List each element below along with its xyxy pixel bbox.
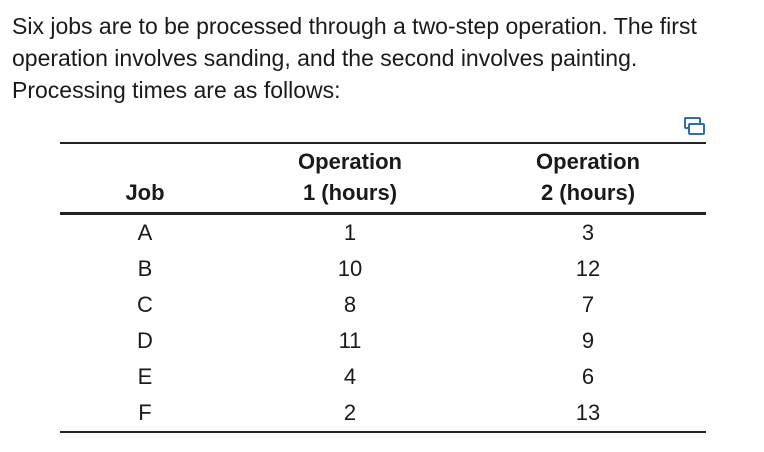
table-row [60, 214, 706, 252]
table-row [60, 395, 706, 432]
operation-2-hours-cell: 7 [581, 292, 595, 317]
column-header-job: Job [125, 180, 165, 205]
operation-1-hours-cell: 10 [337, 256, 363, 281]
table-row [60, 359, 706, 395]
operation-1-hours-cell: 1 [343, 220, 357, 245]
problem-statement: Six jobs are to be processed through a two-step operation. The first operation involves sanding, and the second involves painting. Processing times are as follows: [12, 13, 697, 103]
column-header-operation-2: Operation 2 (hours) [536, 149, 640, 205]
job-cell: F [138, 400, 152, 425]
job-cell: E [137, 364, 153, 389]
table-row [60, 251, 706, 287]
processing-times-table [60, 142, 706, 433]
operation-1-hours-cell: 2 [343, 400, 357, 425]
table-header-row [60, 143, 706, 214]
operation-1-hours-cell: 8 [343, 292, 357, 317]
copy-to-clipboard-icon[interactable] [682, 116, 706, 136]
operation-1-hours-cell: 4 [343, 364, 357, 389]
table-row [60, 287, 706, 323]
operation-2-hours-cell: 13 [575, 400, 601, 425]
table-row [60, 323, 706, 359]
operation-2-hours-cell: 6 [581, 364, 595, 389]
job-cell: A [137, 220, 153, 245]
operation-1-hours-cell: 11 [338, 328, 362, 353]
job-cell: D [137, 328, 153, 353]
operation-2-hours-cell: 3 [581, 220, 595, 245]
operation-2-hours-cell: 9 [581, 328, 595, 353]
operation-2-hours-cell: 12 [575, 256, 601, 281]
job-cell: C [137, 292, 153, 317]
job-cell: B [137, 256, 153, 281]
column-header-operation-1: Operation 1 (hours) [298, 149, 402, 205]
